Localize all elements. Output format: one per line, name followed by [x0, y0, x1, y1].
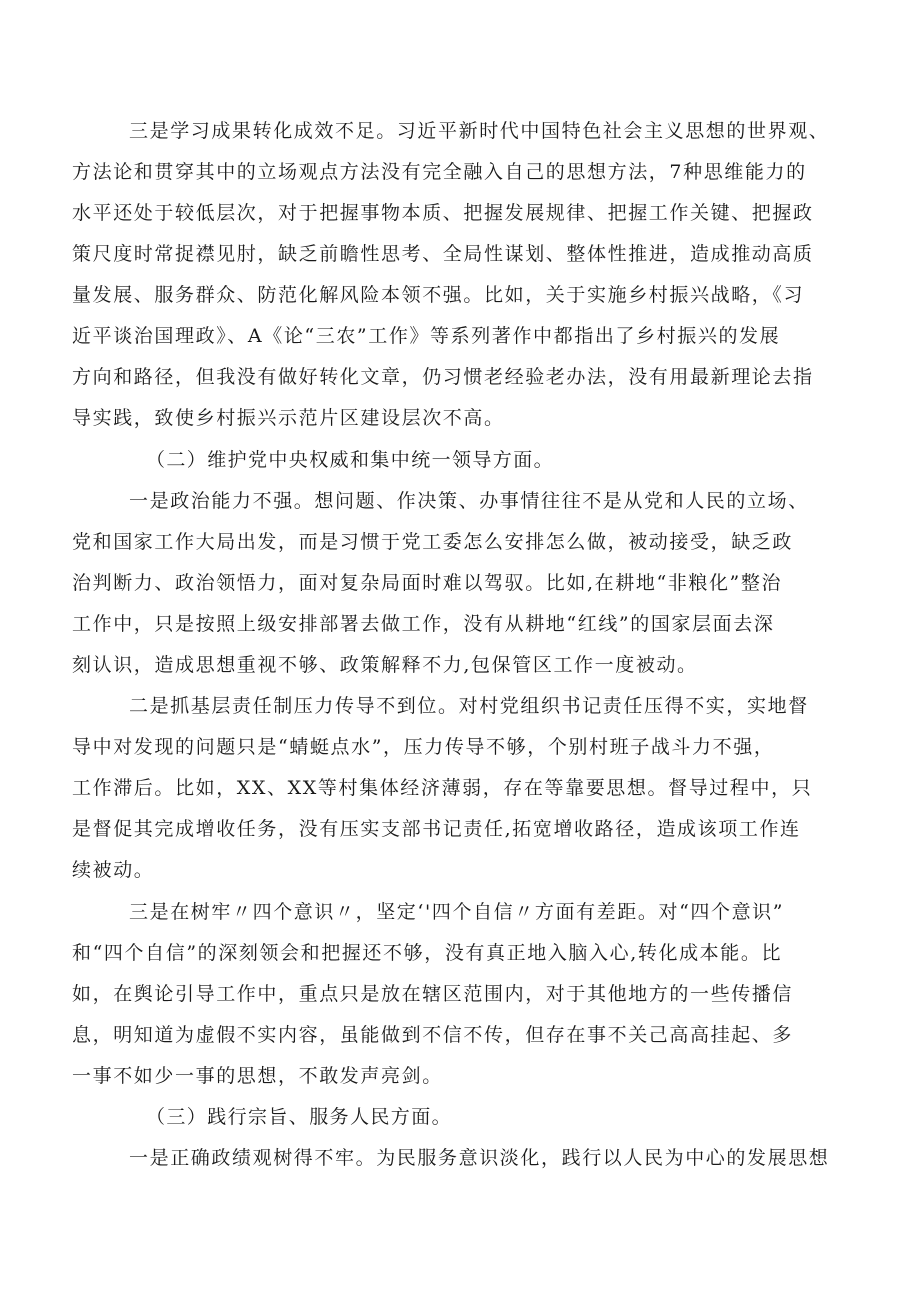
text-line: 治判断力、政治领悟力，面对复杂局面时难以驾驭。比如,在耕地“非粮化”整治 [72, 572, 783, 594]
section-heading: （三）践行宗旨、服务人民方面。 [146, 1106, 453, 1128]
text-line: 水平还处于较低层次，对于把握事物本质、把握发展规律、把握工作关键、把握政 [72, 202, 814, 224]
text-line: 三是学习成果转化成效不足。习近平新时代中国特色社会主义思想的世界观、 [129, 120, 830, 142]
text-line: 近平谈治国理政》、A《论“三农”工作》等系列著作中都指出了乡村振兴的发展 [72, 325, 781, 347]
text-line: 方向和路径，但我没有做好转化文章，仍习惯老经验老办法，没有用最新理论去指 [72, 366, 814, 388]
text-line: 一是正确政绩观树得不牢。为民服务意识淡化，践行以人民为中心的发展思想 [129, 1147, 830, 1169]
text-line: 一事不如少一事的思想，不敢发声亮剑。 [72, 1065, 443, 1087]
text-line: 如，在舆论引导工作中，重点只是放在辖区范围内，对于其他地方的一些传播信 [72, 983, 794, 1005]
text-line: 量发展、服务群众、防范化解风险本领不强。比如，关于实施乡村振兴战略，《习 [72, 284, 805, 306]
text-line: 方法论和贯穿其中的立场观点方法没有完全融入自己的思想方法，7种思维能力的 [72, 161, 807, 183]
text-line: 一是政治能力不强。想问题、作决策、办事情往往不是从党和人民的立场、 [129, 490, 809, 512]
text-line: 工作滞后。比如，XX、XX等村集体经济薄弱，存在等靠要思想。督导过程中，只 [72, 777, 813, 799]
text-line: 息，明知道为虚假不实内容，虽能做到不信不传，但存在事不关己高高挂起、多 [72, 1024, 794, 1046]
text-line: 工作中，只是按照上级安排部署去做工作，没有从耕地“红线”的国家层面去深 [72, 613, 775, 635]
text-line: 策尺度时常捉襟见肘，缺乏前瞻性思考、全局性谋划、整体性推进，造成推动高质 [72, 243, 814, 265]
text-line: 党和国家工作大局出发，而是习惯于党工委怎么安排怎么做，被动接受，缺乏政 [72, 531, 794, 553]
text-line: 续被动。 [72, 859, 155, 881]
text-line: 导实践，致使乡村振兴示范片区建设层次不高。 [72, 407, 505, 429]
text-line: 导中对发现的问题只是“蜻蜓点水”，压力传导不够，个别村班子战斗力不强， [72, 736, 775, 758]
text-line: 三是在树牢〃四个意识〃，坚定‘'四个自信〃方面有差距。对“四个意识” [129, 901, 785, 923]
text-line: 二是抓基层责任制压力传导不到位。对村党组织书记责任压得不实，实地督 [129, 695, 809, 717]
text-line: 和“四个自信”的深刻领会和把握还不够，没有真正地入脑入心,转化成本能。比 [72, 942, 783, 964]
section-heading: （二）维护党中央权威和集中统一领导方面。 [146, 449, 555, 471]
text-line: 刻认识，造成思想重视不够、政策解释不力,包保管区工作一度被动。 [72, 654, 698, 676]
text-line: 是督促其完成增收任务，没有压实支部书记责任,拓宽增收路径，造成该项工作连 [72, 818, 801, 840]
